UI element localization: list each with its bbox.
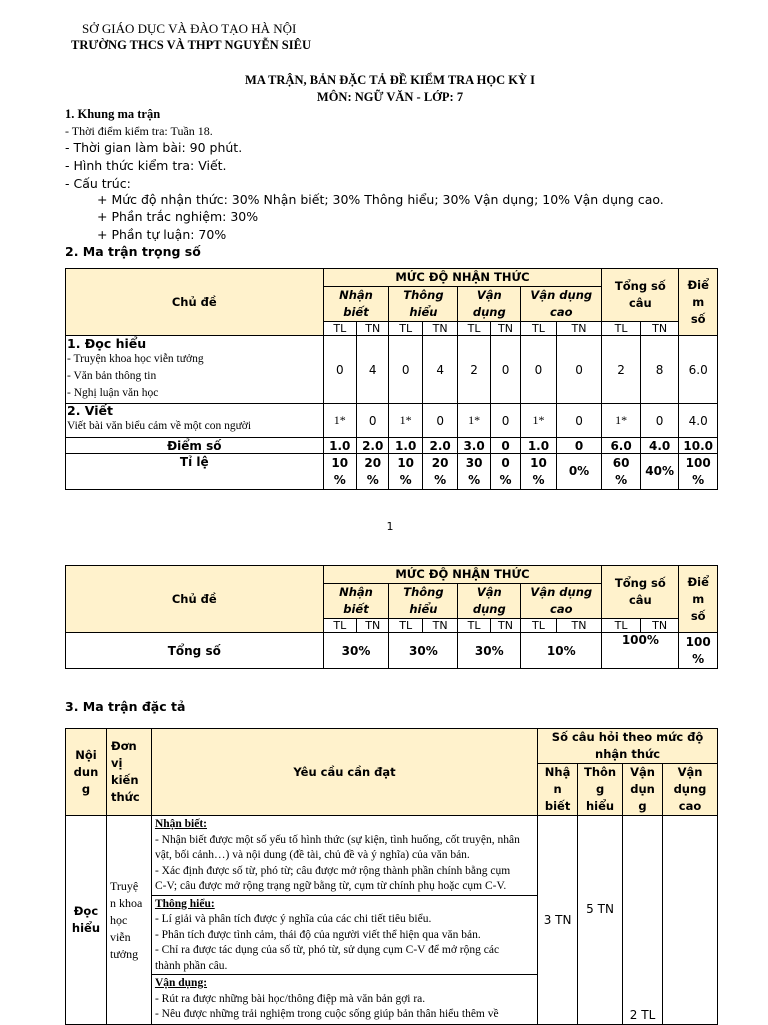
requirement-header: Yêu cầu cần đạt bbox=[151, 729, 537, 816]
level-comprehension-header: Thông hiểu bbox=[389, 287, 458, 322]
sub-tn: TN bbox=[422, 322, 457, 336]
sub-tl: TL bbox=[323, 322, 356, 336]
sub-tl: TL bbox=[389, 322, 422, 336]
sub-tn: TN bbox=[357, 322, 389, 336]
score-cell: 0 bbox=[490, 438, 520, 454]
exam-form: - Hình thức kiểm tra: Viết. bbox=[65, 158, 227, 173]
score-row-label: Điểm số bbox=[66, 438, 324, 454]
value-cell: 0 bbox=[490, 336, 520, 404]
topic-header: Chủ đề bbox=[66, 566, 324, 633]
level-comprehension-header: Thông hiểu bbox=[389, 584, 458, 619]
topic-header: Chủ đề bbox=[66, 269, 324, 336]
section3-heading: 3. Ma trận đặc tả bbox=[65, 699, 186, 714]
total-row bbox=[66, 633, 718, 669]
vd-header: Vận dụn g bbox=[623, 764, 663, 816]
section1-heading: 1. Khung ma trận bbox=[65, 107, 161, 121]
school-name: TRƯỜNG THCS VÀ THPT NGUYỄN SIÊU bbox=[71, 38, 311, 52]
exam-duration: - Thời gian làm bài: 90 phút. bbox=[65, 140, 243, 155]
vdc-header: Vận dụng cao bbox=[663, 764, 718, 816]
ratio-cell: 0 % bbox=[490, 454, 520, 490]
level-recognition-header: Nhận biết bbox=[323, 584, 389, 619]
exam-structure-label: - Cấu trúc: bbox=[65, 176, 131, 191]
ratio-cell: 60 % bbox=[602, 454, 641, 490]
ratio-cell: 100 % bbox=[679, 454, 718, 490]
level-high-application-header: Vận dụng cao bbox=[521, 287, 602, 322]
content-reading: Đọc hiểu bbox=[66, 816, 107, 1025]
sub-tl: TL bbox=[389, 619, 422, 633]
ratio-cell: 30 % bbox=[458, 454, 490, 490]
score-cell: 1.0 bbox=[521, 438, 556, 454]
total-questions-header: Tổng số câu bbox=[602, 566, 679, 619]
vdc-count bbox=[663, 816, 718, 1025]
value-cell: 1* bbox=[323, 404, 356, 438]
sub-tn: TN bbox=[640, 322, 679, 336]
sub-tn: TN bbox=[490, 619, 520, 633]
specification-matrix-table bbox=[65, 728, 718, 1025]
ratio-cell: 10 % bbox=[389, 454, 422, 490]
value-cell: 4.0 bbox=[679, 404, 718, 438]
document-subject: MÔN: NGỮ VĂN - LỚP: 7 bbox=[316, 90, 464, 104]
cognitive-level-header: MỨC ĐỘ NHẬN THỨC bbox=[323, 269, 602, 287]
level-application-header: Vận dụng bbox=[458, 584, 521, 619]
score-header: Điể m số bbox=[679, 269, 718, 336]
cognitive-level-header: MỨC ĐỘ NHẬN THỨC bbox=[323, 566, 602, 584]
sub-tn: TN bbox=[422, 619, 457, 633]
sub-tn: TN bbox=[556, 322, 602, 336]
department-name: SỞ GIÁO DỤC VÀ ĐÀO TẠO HÀ NỘI bbox=[82, 21, 297, 36]
exam-time-point: - Thời điểm kiểm tra: Tuần 18. bbox=[65, 124, 213, 138]
score-cell: 10.0 bbox=[679, 438, 718, 454]
ratio-cell: 20 % bbox=[422, 454, 457, 490]
total-application: 30% bbox=[458, 633, 521, 669]
table-row bbox=[66, 336, 718, 404]
value-cell: 0 bbox=[556, 404, 602, 438]
value-cell: 1* bbox=[602, 404, 641, 438]
ratio-row bbox=[66, 454, 718, 490]
section2-heading: 2. Ma trận trọng số bbox=[65, 244, 201, 259]
sub-tl: TL bbox=[521, 322, 556, 336]
nb-header: Nhậ n biết bbox=[538, 764, 578, 816]
weight-matrix-table bbox=[65, 268, 718, 490]
page-number: 1 bbox=[386, 520, 394, 533]
total-high-application: 10% bbox=[521, 633, 602, 669]
value-cell: 0 bbox=[422, 404, 457, 438]
topic-reading-cell: 1. Đọc hiểu - Truyện khoa học viễn tưởng - Văn bản thông tin - Nghị luận văn học bbox=[66, 336, 324, 404]
value-cell: 0 bbox=[389, 336, 422, 404]
requirement-cell bbox=[151, 816, 537, 1025]
ratio-cell: 40% bbox=[640, 454, 679, 490]
sub-tl: TL bbox=[323, 619, 356, 633]
vd-count: 2 TL bbox=[623, 816, 663, 1025]
value-cell: 8 bbox=[640, 336, 679, 404]
total-questions-percent: 100% bbox=[602, 633, 679, 669]
table-row bbox=[66, 404, 718, 438]
score-cell: 1.0 bbox=[323, 438, 356, 454]
value-cell: 0 bbox=[640, 404, 679, 438]
weight-matrix-table-continued bbox=[65, 565, 718, 669]
total-recognition: 30% bbox=[323, 633, 389, 669]
structure-mcq: + Phần trắc nghiệm: 30% bbox=[97, 209, 259, 224]
unit-science-fiction: Truyệ n khoa học viễn tưởng bbox=[106, 816, 151, 1025]
ratio-cell: 0% bbox=[556, 454, 602, 490]
nb-count: 3 TN bbox=[538, 816, 578, 1025]
sub-tn: TN bbox=[556, 619, 602, 633]
value-cell: 4 bbox=[422, 336, 457, 404]
level-application-header: Vận dụng bbox=[458, 287, 521, 322]
sub-tn: TN bbox=[357, 619, 389, 633]
value-cell: 0 bbox=[357, 404, 389, 438]
score-cell: 3.0 bbox=[458, 438, 490, 454]
value-cell: 2 bbox=[458, 336, 490, 404]
content-header: Nội dun g bbox=[66, 729, 107, 816]
score-cell: 4.0 bbox=[640, 438, 679, 454]
value-cell: 0 bbox=[556, 336, 602, 404]
score-cell: 1.0 bbox=[389, 438, 422, 454]
value-cell: 2 bbox=[602, 336, 641, 404]
value-cell: 1* bbox=[458, 404, 490, 438]
structure-essay: + Phần tự luận: 70% bbox=[97, 227, 227, 242]
sub-tl: TL bbox=[458, 322, 490, 336]
topic-writing-cell: 2. Viết Viết bài văn biểu cảm về một con người bbox=[66, 404, 324, 438]
th-count: 5 TN bbox=[578, 816, 623, 1025]
total-questions-header: Tổng số câu bbox=[602, 269, 679, 322]
level-high-application-header: Vận dụng cao bbox=[521, 584, 602, 619]
score-cell: 6.0 bbox=[602, 438, 641, 454]
question-count-header: Số câu hỏi theo mức độ nhận thức bbox=[538, 729, 718, 764]
value-cell: 1* bbox=[389, 404, 422, 438]
total-score: 100 % bbox=[679, 633, 718, 669]
score-cell: 2.0 bbox=[422, 438, 457, 454]
ratio-cell: 10 % bbox=[521, 454, 556, 490]
sub-tl: TL bbox=[602, 619, 641, 633]
requirement-application: Vận dụng: - Rút ra được những bài học/thông điệp mà văn bản gợi ra. - Nêu được những trải nghiệm trong cuộc sống giúp bản thân hiểu thêm về bbox=[154, 977, 499, 1020]
requirement-recognition: Nhận biết: - Nhận biết được một số yếu tố hình thức (sự kiện, tình huống, cốt truyện, nhân vật, bối cảnh…) và nội dung (đề tài, chủ đề và ý nghĩa) của văn bản. - Xác định được số từ, phó từ; câu được mở rộng thành phần chính bằng cụm C-V; câu được mở rộng trạng ngữ bằng từ, cụm từ chính phụ hoặc cụm C-V. bbox=[152, 816, 537, 896]
value-cell: 0 bbox=[490, 404, 520, 438]
value-cell: 0 bbox=[323, 336, 356, 404]
value-cell: 6.0 bbox=[679, 336, 718, 404]
table-row bbox=[66, 816, 718, 1025]
structure-levels: + Mức độ nhận thức: 30% Nhận biết; 30% Thông hiểu; 30% Vận dụng; 10% Vận dụng cao. bbox=[97, 192, 664, 207]
score-cell: 2.0 bbox=[357, 438, 389, 454]
requirement-comprehension: Thông hiểu: - Lí giải và phân tích được ý nghĩa của các chi tiết tiêu biểu. - Phân tích được tình cảm, thái độ của người viết thể hiện qua văn bản. - Chỉ ra được tác dụng của số từ, phó từ, sử dụng cụm C-V để mở rộng các thành phần câu. bbox=[152, 896, 537, 976]
ratio-row-label: Tỉ lệ bbox=[66, 454, 324, 490]
total-row-label: Tổng số bbox=[66, 633, 324, 669]
score-cell: 0 bbox=[556, 438, 602, 454]
value-cell: 1* bbox=[521, 404, 556, 438]
sub-tl: TL bbox=[458, 619, 490, 633]
level-recognition-header: Nhận biết bbox=[323, 287, 389, 322]
sub-tl: TL bbox=[602, 322, 641, 336]
score-row bbox=[66, 438, 718, 454]
total-comprehension: 30% bbox=[389, 633, 458, 669]
ratio-cell: 20 % bbox=[357, 454, 389, 490]
document-title: MA TRẬN, BẢN ĐẶC TẢ ĐỀ KIỂM TRA HỌC KỲ I bbox=[245, 73, 535, 87]
value-cell: 0 bbox=[521, 336, 556, 404]
sub-tn: TN bbox=[640, 619, 679, 633]
unit-header: Đơn vị kiến thức bbox=[106, 729, 151, 816]
th-header: Thôn g hiểu bbox=[578, 764, 623, 816]
score-header: Điể m số bbox=[679, 566, 718, 633]
value-cell: 4 bbox=[357, 336, 389, 404]
ratio-cell: 10 % bbox=[323, 454, 356, 490]
sub-tn: TN bbox=[490, 322, 520, 336]
sub-tl: TL bbox=[521, 619, 556, 633]
